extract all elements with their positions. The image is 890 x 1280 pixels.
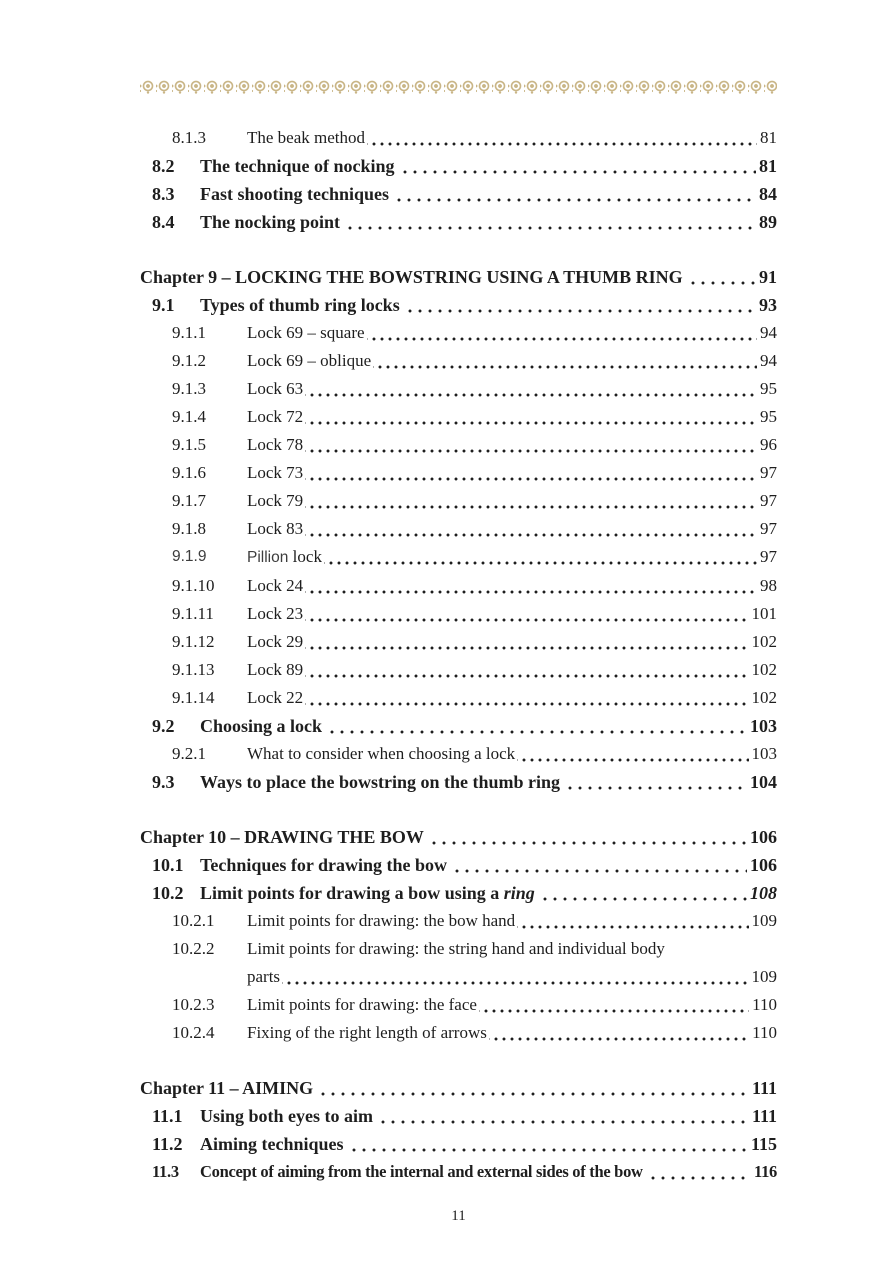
entry-page: 102 <box>751 660 777 679</box>
entry-page: 115 <box>750 1134 777 1154</box>
entry-page: 94 <box>760 351 777 370</box>
entry-number: 10.2.4 <box>172 1023 215 1042</box>
entry-number: 9.3 <box>152 772 175 792</box>
toc-entry <box>140 907 777 935</box>
entry-title: Lock 24 <box>247 576 304 595</box>
entry-number: 9.1.9 <box>172 548 207 565</box>
entry-title: Limit points for drawing: the face <box>247 995 477 1014</box>
entry-page: 95 <box>760 407 777 426</box>
entry-number: 10.1 <box>152 855 184 875</box>
toc-entry <box>140 543 777 572</box>
entry-title: Lock 79 <box>247 491 304 510</box>
entry-number: 9.1.8 <box>172 519 206 538</box>
entry-title: Ways to place the bowstring on the thumb ring <box>200 772 561 792</box>
entry-page: 110 <box>752 1023 777 1042</box>
entry-page: 109 <box>751 911 777 930</box>
dot-leader <box>305 515 757 543</box>
entry-title: Fast shooting techniques <box>200 184 390 204</box>
entry-number: 8.4 <box>152 212 175 232</box>
entry-title: The technique of nocking <box>200 156 395 176</box>
entry-page: 96 <box>760 435 777 454</box>
entry-number: 11.2 <box>152 1134 183 1154</box>
toc-entry <box>140 375 777 403</box>
entry-page: 97 <box>760 519 777 538</box>
entry-page: 93 <box>759 295 777 315</box>
dot-leader <box>562 768 747 796</box>
toc-entry-continuation <box>140 963 777 991</box>
entry-number: 9.1.14 <box>172 688 215 707</box>
entry-number: 11.3 <box>152 1162 179 1181</box>
entry-page: 97 <box>760 491 777 510</box>
toc-entry <box>140 879 777 907</box>
entry-number: 9.1.5 <box>172 435 206 454</box>
entry-title: Limit points for drawing: the bow hand <box>247 911 516 930</box>
entry-title: Chapter 11 – AIMING <box>140 1078 314 1098</box>
toc-entry <box>140 712 777 740</box>
dot-leader <box>305 459 757 487</box>
dot-leader <box>685 263 756 291</box>
dot-leader <box>537 879 747 907</box>
entry-title: Aiming techniques <box>200 1134 344 1154</box>
dot-leader <box>449 851 747 879</box>
entry-page: 108 <box>750 883 777 903</box>
toc-entry <box>140 208 777 236</box>
entry-page: 91 <box>759 267 777 287</box>
dot-leader <box>367 319 757 347</box>
toc-entry <box>140 515 777 543</box>
dot-leader <box>426 823 747 851</box>
entry-title-part: Pillion <box>247 549 293 566</box>
entry-page: 97 <box>760 463 777 482</box>
entry-page: 116 <box>754 1162 777 1181</box>
toc-entry <box>140 684 777 712</box>
entry-number: 9.1.2 <box>172 351 206 370</box>
toc-entry <box>140 935 777 963</box>
entry-page: 84 <box>759 184 777 204</box>
dot-leader <box>479 991 749 1019</box>
entry-page: 103 <box>750 716 777 736</box>
entry-number: 10.2 <box>152 883 184 903</box>
dot-leader <box>373 347 757 375</box>
entry-title: The nocking point <box>200 212 341 232</box>
dot-leader <box>397 152 756 180</box>
toc-entry <box>140 152 777 180</box>
entry-page: 111 <box>751 1078 777 1098</box>
entry-number: 11.1 <box>152 1106 183 1126</box>
toc-entry <box>140 1130 777 1158</box>
entry-page: 95 <box>760 379 777 398</box>
entry-number: 8.3 <box>152 184 175 204</box>
toc-entry <box>140 656 777 684</box>
entry-title: Lock 89 <box>247 660 304 679</box>
toc-entry <box>140 1102 777 1130</box>
toc-entry <box>140 851 777 879</box>
dot-leader <box>517 740 748 768</box>
entry-title: Chapter 10 – DRAWING THE BOW <box>140 827 424 847</box>
entry-page: 102 <box>751 688 777 707</box>
entry-number: 8.2 <box>152 156 175 176</box>
entry-page: 101 <box>751 604 777 623</box>
toc-entry <box>140 319 777 347</box>
entry-number: 9.1.7 <box>172 491 206 510</box>
entry-page: 109 <box>751 967 777 986</box>
toc-entry <box>140 431 777 459</box>
dot-leader <box>305 684 748 712</box>
dot-leader <box>305 656 748 684</box>
entry-page: 81 <box>759 156 777 176</box>
page-number: 11 <box>451 1208 466 1224</box>
toc-entry <box>140 124 777 152</box>
entry-title: Using both eyes to aim <box>200 1106 374 1126</box>
entry-page: 110 <box>752 995 777 1014</box>
toc-entry <box>140 628 777 656</box>
entry-number: 9.1.11 <box>172 604 214 623</box>
entry-title: Lock 69 – oblique <box>247 351 372 370</box>
toc-entry <box>140 459 777 487</box>
entry-title: Techniques for drawing the bow <box>200 855 448 875</box>
entry-title: Types of thumb ring locks <box>200 295 400 315</box>
toc-list <box>140 124 777 1186</box>
dot-leader <box>402 291 756 319</box>
entry-title: Lock 73 <box>247 463 304 482</box>
entry-title: Chapter 9 – LOCKING THE BOWSTRING USING A THUMB RING <box>140 267 683 287</box>
toc-chapter-entry <box>140 263 777 291</box>
entry-page: 97 <box>760 547 777 566</box>
dot-leader <box>305 375 757 403</box>
dot-leader <box>324 543 757 572</box>
entry-number: 9.2.1 <box>172 744 206 763</box>
entry-page: 89 <box>759 212 777 232</box>
dot-leader <box>367 124 757 152</box>
entry-title <box>247 543 322 572</box>
entry-title: Lock 23 <box>247 604 304 623</box>
dot-leader <box>342 208 756 236</box>
dot-leader <box>645 1158 751 1186</box>
entry-page: 94 <box>760 323 777 342</box>
toc-entry <box>140 991 777 1019</box>
entry-number-spacer <box>172 963 247 991</box>
dot-leader <box>305 600 748 628</box>
entry-title: The beak method <box>247 128 366 147</box>
dot-leader <box>305 403 757 431</box>
entry-number: 9.1.4 <box>172 407 206 426</box>
ornamental-border <box>140 80 777 95</box>
entry-title: Choosing a lock <box>200 716 323 736</box>
dot-leader <box>305 572 757 600</box>
toc-entry <box>140 291 777 319</box>
entry-page: 102 <box>751 632 777 651</box>
toc-entry <box>140 572 777 600</box>
entry-title-part: ring <box>503 883 535 903</box>
toc-entry <box>140 768 777 796</box>
entry-number: 9.1.1 <box>172 323 206 342</box>
entry-page: 81 <box>760 128 777 147</box>
entry-title: Concept of aiming from the internal and external sides of the bow <box>200 1162 643 1181</box>
entry-title: Lock 29 <box>247 632 304 651</box>
entry-page: 111 <box>751 1106 777 1126</box>
entry-title: Lock 72 <box>247 407 304 426</box>
page-content <box>140 80 777 1186</box>
dot-leader <box>489 1019 749 1047</box>
entry-title-part: Limit points for drawing a bow using a <box>200 883 504 903</box>
toc-entry <box>140 180 777 208</box>
toc-entry <box>140 403 777 431</box>
toc-entry <box>140 600 777 628</box>
entry-page: 106 <box>750 827 777 847</box>
dot-leader <box>305 487 757 515</box>
entry-page: 104 <box>750 772 777 792</box>
dot-leader <box>305 431 757 459</box>
dot-leader <box>391 180 756 208</box>
entry-number: 9.1.12 <box>172 632 215 651</box>
entry-title: parts <box>247 967 281 986</box>
toc-entry <box>140 1158 777 1186</box>
dot-leader <box>324 712 747 740</box>
entry-number: 9.1.10 <box>172 576 215 595</box>
entry-number: 9.2 <box>152 716 175 736</box>
entry-number: 10.2.3 <box>172 995 215 1014</box>
dot-leader <box>375 1102 749 1130</box>
entry-title <box>200 879 535 907</box>
entry-title: Lock 69 – square <box>247 323 365 342</box>
toc-entry <box>140 740 777 768</box>
dot-leader <box>346 1130 748 1158</box>
entry-number: 9.1.6 <box>172 463 206 482</box>
toc-entry <box>140 347 777 375</box>
toc-chapter-entry <box>140 823 777 851</box>
entry-title: What to consider when choosing a lock <box>247 744 516 763</box>
entry-number: 8.1.3 <box>172 128 206 147</box>
dot-leader <box>517 907 748 935</box>
dot-leader <box>305 628 748 656</box>
entry-title: Lock 83 <box>247 519 304 538</box>
entry-title: Lock 63 <box>247 379 304 398</box>
entry-page: 103 <box>751 744 777 763</box>
toc-entry <box>140 487 777 515</box>
entry-number: 9.1 <box>152 295 175 315</box>
entry-page: 98 <box>760 576 777 595</box>
entry-number: 10.2.2 <box>172 939 215 958</box>
entry-title: Lock 78 <box>247 435 304 454</box>
toc-chapter-entry <box>140 1074 777 1102</box>
entry-page: 106 <box>750 855 777 875</box>
entry-title: Limit points for drawing: the string hand and individual body <box>247 939 665 958</box>
entry-number: 9.1.13 <box>172 660 215 679</box>
entry-number: 10.2.1 <box>172 911 215 930</box>
dot-leader <box>315 1074 749 1102</box>
toc-entry <box>140 1019 777 1047</box>
entry-number: 9.1.3 <box>172 379 206 398</box>
entry-title-part: lock <box>292 547 322 566</box>
dot-leader <box>282 963 748 991</box>
entry-title: Fixing of the right length of arrows <box>247 1023 487 1042</box>
entry-title: Lock 22 <box>247 688 304 707</box>
